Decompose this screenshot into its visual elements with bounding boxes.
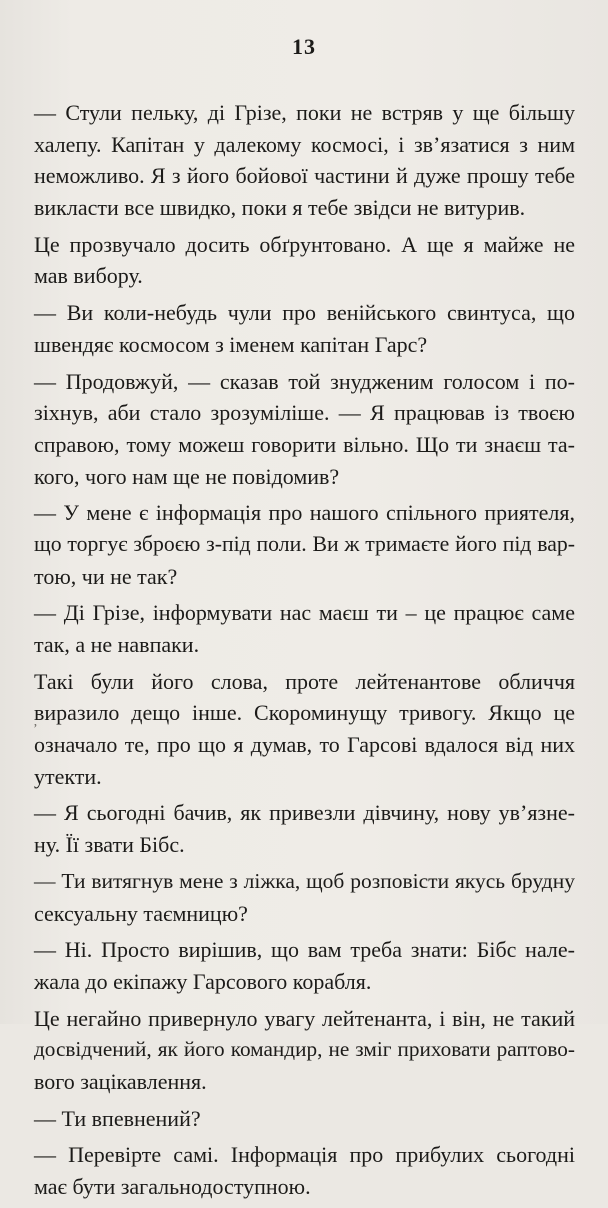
text-line: неможливо. Я з його бойової частини й дуже прошу тебе	[34, 163, 575, 189]
text-line: утекти.	[34, 763, 102, 789]
text-line: Це прозвучало досить обґрунтовано. А ще я майже не	[34, 231, 575, 257]
text-line: — Ви коли-небудь чули про венійського свинтуса, що	[34, 300, 575, 326]
paragraph	[34, 797, 575, 860]
paragraph	[34, 1139, 575, 1202]
paragraph	[34, 229, 575, 292]
paragraph	[34, 597, 575, 660]
text-line: справою, тому можеш говорити вільно. Що ти знаєш та-	[34, 431, 575, 457]
text-line: сексуальну таємницю?	[34, 900, 248, 926]
text-line: ну. Її звати Бібс.	[34, 832, 185, 858]
paragraph	[34, 97, 575, 224]
paragraph	[34, 1103, 575, 1135]
text-line: — Перевірте самі. Інформація про прибулих сьогодні	[34, 1142, 575, 1168]
text-line: кого, чого нам ще не повідомив?	[34, 463, 340, 489]
text-line: має бути загальнодоступною.	[34, 1174, 311, 1199]
text-line: швендяє космосом з іменем капітан Гарс?	[34, 331, 428, 357]
text-line: зіхнув, аби стало зрозуміліше. — Я працював із твоєю	[34, 400, 575, 426]
paragraph	[34, 666, 575, 793]
body-text	[34, 97, 575, 1208]
paragraph	[34, 497, 575, 592]
text-line: — Ні. Просто вирішив, що вам треба знати: Бібс нале-	[34, 937, 575, 963]
text-line: жала до екіпажу Гарсового корабля.	[34, 968, 372, 994]
text-line: виразило дещо інше. Скороминущу тривогу. Якщо це	[34, 700, 575, 726]
text-line: — Продовжуй, — сказав той знудженим голосом і по-	[34, 368, 575, 394]
text-line: вого зацікавлення.	[34, 1068, 207, 1094]
text-line: — Ти впевнений?	[34, 1105, 201, 1131]
text-line: халепу. Капітан у далекому космосі, і зв’язатися з ним	[34, 131, 575, 157]
text-line: означало те, про що я думав, то Гарсові вдалося від них	[34, 732, 575, 758]
text-line: Такі були його слова, проте лейтенантове обличчя	[34, 668, 575, 694]
text-line: — Стули пельку, ді Грізе, поки не встряв у ще більшу	[34, 100, 575, 125]
text-line: тою, чи не так?	[34, 563, 178, 589]
text-line: так, а не навпаки.	[34, 632, 200, 657]
text-line: — У мене є інформація про нашого спільного приятеля,	[34, 500, 575, 526]
page-number: 13	[292, 34, 316, 59]
text-line: що торгує зброєю з-під поли. Ви ж тримаєте його під вар-	[34, 531, 575, 556]
text-line: — Я сьогодні бачив, як привезли дівчину, нову ув’язне-	[34, 800, 575, 826]
text-line: досвідчений, як його командир, не зміг приховати раптово-	[34, 1037, 575, 1062]
text-line: викласти все швидко, поки я тебе звідси не витурив.	[34, 195, 526, 221]
text-line: мав вибору.	[34, 263, 143, 289]
paragraph	[34, 366, 575, 493]
paragraph	[34, 866, 575, 929]
paragraph	[34, 934, 575, 997]
text-line: — Ти витягнув мене з ліжка, щоб розповісти якусь брудну	[34, 868, 575, 893]
text-line: Це негайно привернуло увагу лейтенанта, і він, не такий	[34, 1005, 575, 1031]
margin-speck: ’	[33, 722, 38, 737]
paragraph	[34, 297, 575, 360]
text-line: — Ді Грізе, інформувати нас маєш ти – це працює саме	[34, 600, 575, 626]
paragraph	[34, 1003, 575, 1098]
